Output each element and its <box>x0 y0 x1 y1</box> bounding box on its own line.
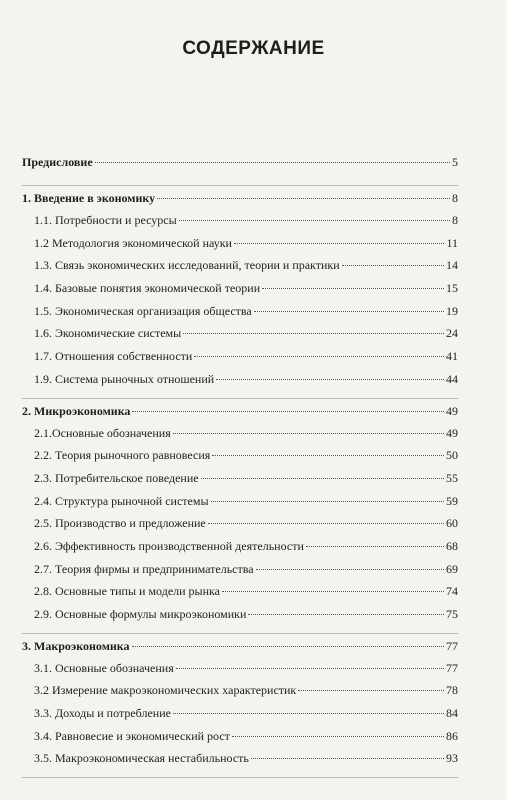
toc-entry-label: 2.5. Производство и предложение <box>34 516 206 531</box>
toc-entry-label: 3.3. Доходы и потребление <box>34 706 171 721</box>
toc-entry-label: 1. Введение в экономику <box>22 191 156 205</box>
toc-entry[interactable] <box>22 584 458 607</box>
toc-entry-page: 50 <box>446 448 458 463</box>
toc-entry-label: 3.2 Измерение макроэкономических характеристик <box>34 683 297 698</box>
dot-leader <box>254 311 444 312</box>
toc-entry-page: 19 <box>446 303 458 318</box>
dot-leader <box>179 220 450 221</box>
toc-entry-page: 49 <box>446 403 458 418</box>
toc-section-heading[interactable] <box>22 639 458 661</box>
toc-entry[interactable] <box>22 372 458 395</box>
toc-entry-label: 1.9. Система рыночных отношений <box>34 371 215 386</box>
toc-entry-page: 49 <box>446 425 458 440</box>
toc-entry-page: 44 <box>446 371 458 386</box>
toc-entry-page: 59 <box>446 493 458 508</box>
toc-entry[interactable] <box>22 562 458 585</box>
dot-leader <box>262 288 444 289</box>
toc-entry-label: Предисловие <box>22 155 93 169</box>
dot-leader <box>222 591 444 592</box>
dot-leader <box>208 523 444 524</box>
toc-entry-label: 2.3. Потребительское поведение <box>34 470 199 485</box>
dot-leader <box>256 569 444 570</box>
dot-leader <box>248 614 444 615</box>
toc-entry-page: 14 <box>446 258 458 273</box>
toc-entry[interactable] <box>22 236 458 259</box>
toc-entry-label: 2.2. Теория рыночного равновесия <box>34 448 211 463</box>
dot-leader <box>183 333 444 334</box>
toc-entry-page: 77 <box>446 660 458 675</box>
toc-entry[interactable] <box>22 448 458 471</box>
toc-entry-label: 2.4. Структура рыночной системы <box>34 493 209 508</box>
toc-entry-page: 74 <box>446 584 458 599</box>
divider <box>22 185 458 186</box>
toc-entry[interactable] <box>22 661 458 684</box>
toc-entry[interactable] <box>22 304 458 327</box>
dot-leader <box>216 379 444 380</box>
toc-entry-label: 1.1. Потребности и ресурсы <box>34 213 177 227</box>
toc-entry-page: 15 <box>446 281 458 296</box>
toc-section-heading[interactable] <box>22 404 458 426</box>
dot-leader <box>342 265 444 266</box>
toc-entry[interactable] <box>22 751 458 774</box>
page-title: СОДЕРЖАНИЕ <box>182 38 325 59</box>
dot-leader <box>234 243 444 244</box>
toc-section <box>22 191 458 399</box>
toc-entry[interactable] <box>22 539 458 562</box>
dot-leader <box>201 478 444 479</box>
dot-leader <box>298 690 444 691</box>
dot-leader <box>132 411 444 412</box>
toc-entry-page: 69 <box>446 561 458 576</box>
table-of-contents <box>22 155 458 783</box>
toc-entry-page: 77 <box>446 638 458 653</box>
toc-entry[interactable] <box>22 426 458 449</box>
dot-leader <box>232 736 444 737</box>
toc-entry-page: 24 <box>446 326 458 341</box>
dot-leader <box>194 356 444 357</box>
toc-entry-label: 3.1. Основные обозначения <box>34 660 174 675</box>
toc-entry[interactable] <box>22 213 458 236</box>
toc-entry-page: 84 <box>446 706 458 721</box>
toc-entry[interactable] <box>22 706 458 729</box>
toc-entry-page: 75 <box>446 607 458 621</box>
toc-entry[interactable] <box>22 516 458 539</box>
toc-entry[interactable] <box>22 258 458 281</box>
dot-leader <box>306 546 444 547</box>
dot-leader <box>95 162 450 163</box>
dot-leader <box>173 433 444 434</box>
toc-entry-page: 8 <box>452 213 458 227</box>
toc-entry[interactable] <box>22 281 458 304</box>
dot-leader <box>251 758 444 759</box>
toc-entry-label: 1.7. Отношения собственности <box>34 349 193 364</box>
toc-entry[interactable] <box>22 471 458 494</box>
toc-entry-page: 41 <box>446 349 458 364</box>
toc-entry-label: 2. Микроэкономика <box>22 403 131 418</box>
toc-entry[interactable] <box>22 683 458 706</box>
toc-entry-label: 1.3. Связь экономических исследований, теории и практики <box>34 258 340 273</box>
toc-entry-label: 1.2 Методология экономической науки <box>34 235 232 250</box>
toc-entry-label: 2.7. Теория фирмы и предпринимательства <box>34 561 254 576</box>
toc-section-heading[interactable] <box>22 191 458 213</box>
toc-section <box>22 404 458 634</box>
dot-leader <box>212 455 444 456</box>
dot-leader <box>173 713 444 714</box>
toc-entry-label: 2.8. Основные типы и модели рынка <box>34 584 221 599</box>
toc-entry[interactable] <box>22 607 458 630</box>
toc-entry-page: 93 <box>446 751 458 766</box>
toc-entry-page: 55 <box>446 470 458 485</box>
toc-entry[interactable] <box>22 349 458 372</box>
toc-entry-label: 2.9. Основные формулы микроэкономики <box>34 607 247 621</box>
toc-entry-page: 86 <box>446 728 458 743</box>
toc-entry-label: 3.4. Равновесие и экономический рост <box>34 728 230 743</box>
dot-leader <box>211 501 444 502</box>
toc-entry-page: 78 <box>446 683 458 698</box>
toc-entry-label: 1.5. Экономическая организация общества <box>34 303 252 318</box>
toc-entry-page: 11 <box>446 235 458 250</box>
toc-entry-label: 2.6. Эффективность производственной деятельности <box>34 538 304 553</box>
toc-entry-label: 2.1.Основные обозначения <box>34 425 171 440</box>
toc-entry-label: 3.5. Макроэкономическая нестабильность <box>34 751 249 766</box>
toc-entry[interactable] <box>22 494 458 517</box>
toc-entry-preface[interactable] <box>22 155 458 177</box>
toc-entry[interactable] <box>22 729 458 752</box>
dot-leader <box>176 668 444 669</box>
dot-leader <box>157 198 450 199</box>
toc-sections <box>22 191 458 778</box>
toc-entry-label: 3. Макроэкономика <box>22 638 130 653</box>
toc-entry-page: 8 <box>452 191 458 205</box>
preface-section <box>22 155 458 177</box>
toc-entry[interactable] <box>22 326 458 349</box>
toc-entry-page: 5 <box>452 155 458 169</box>
dot-leader <box>132 646 444 647</box>
toc-entry-page: 68 <box>446 538 458 553</box>
toc-entry-page: 60 <box>446 516 458 531</box>
toc-section <box>22 639 458 778</box>
toc-entry-label: 1.4. Базовые понятия экономической теории <box>34 281 261 296</box>
toc-entry-label: 1.6. Экономические системы <box>34 326 182 341</box>
